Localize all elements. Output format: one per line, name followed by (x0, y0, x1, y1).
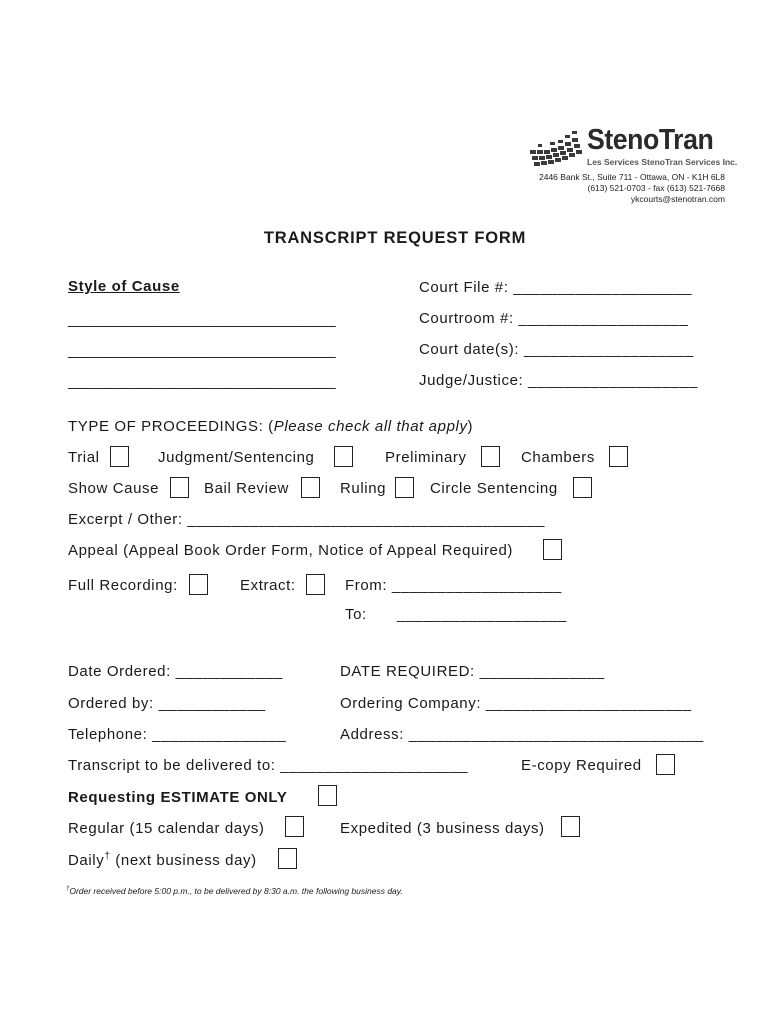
estimate-checkbox[interactable] (318, 785, 337, 806)
proceedings-heading-suffix: ) (467, 418, 474, 435)
regular-checkbox[interactable] (285, 816, 304, 837)
excerpt-other-field[interactable]: Excerpt / Other: ________________________________________ (68, 511, 546, 528)
delivered-to-field[interactable]: Transcript to be delivered to: _____________________ (68, 757, 469, 774)
daily-text: Daily (68, 852, 105, 869)
bail-review-label: Bail Review (204, 480, 289, 497)
to-label: To: (345, 606, 367, 623)
email-line: ykcourts@stenotran.com (630, 194, 725, 204)
circle-sentencing-label: Circle Sentencing (430, 480, 558, 497)
preliminary-checkbox[interactable] (481, 446, 500, 467)
appeal-label: Appeal (Appeal Book Order Form, Notice of Appeal Required) (68, 542, 514, 559)
style-of-cause-line-3[interactable]: _______________________________ (68, 373, 336, 390)
address-field[interactable]: Address: _________________________________ (340, 726, 704, 743)
extract-label: Extract: (240, 577, 296, 594)
proceedings-heading-prefix: TYPE OF PROCEEDINGS: ( (68, 418, 274, 435)
proceedings-heading (68, 418, 473, 435)
court-file-field[interactable]: Court File #: ____________________ (419, 279, 693, 296)
chambers-checkbox[interactable] (609, 446, 628, 467)
expedited-label: Expedited (3 business days) (340, 820, 545, 837)
trial-label: Trial (68, 449, 100, 466)
extract-checkbox[interactable] (306, 574, 325, 595)
judgment-sentencing-label: Judgment/Sentencing (158, 449, 315, 466)
form-title: TRANSCRIPT REQUEST FORM (263, 229, 527, 247)
footnote-dagger: † (66, 886, 70, 893)
footnote-text: Order received before 5:00 p.m., to be delivered by 8:30 a.m. the following business day. (69, 886, 403, 896)
judgment-sentencing-checkbox[interactable] (334, 446, 353, 467)
ordered-by-field[interactable]: Ordered by: ____________ (68, 695, 266, 712)
date-ordered-field[interactable]: Date Ordered: ____________ (68, 663, 283, 680)
chambers-label: Chambers (521, 449, 595, 466)
ordering-company-field[interactable]: Ordering Company: _______________________ (340, 695, 692, 712)
ruling-label: Ruling (340, 480, 387, 497)
estimate-heading: Requesting ESTIMATE ONLY (68, 789, 288, 806)
full-recording-label: Full Recording: (68, 577, 178, 594)
style-of-cause-label: Style of Cause (68, 278, 180, 295)
address-line-2: (613) 521-0703 - fax (613) 521-7668 (587, 183, 725, 193)
ruling-checkbox[interactable] (395, 477, 414, 498)
trial-checkbox[interactable] (110, 446, 129, 467)
logo-wordmark: StenoTran (587, 124, 714, 156)
appeal-checkbox[interactable] (543, 539, 562, 560)
preliminary-label: Preliminary (385, 449, 467, 466)
expedited-checkbox[interactable] (561, 816, 580, 837)
logo-subtitle: Les Services StenoTran Services Inc. (587, 157, 738, 167)
to-field[interactable]: ___________________ (397, 606, 567, 623)
stenotran-logo-icon (528, 128, 584, 168)
daily-label (68, 851, 257, 869)
daily-dagger: † (104, 851, 111, 862)
style-of-cause-line-1[interactable]: _______________________________ (68, 311, 336, 328)
show-cause-checkbox[interactable] (170, 477, 189, 498)
court-dates-field[interactable]: Court date(s): ___________________ (419, 341, 694, 358)
address-line-1: 2446 Bank St., Suite 711 - Ottawa, ON - K1H 6L8 (539, 172, 725, 182)
show-cause-label: Show Cause (68, 480, 160, 497)
daily-checkbox[interactable] (278, 848, 297, 869)
from-field[interactable]: From: ___________________ (345, 577, 562, 594)
regular-label: Regular (15 calendar days) (68, 820, 265, 837)
date-required-field[interactable]: DATE REQUIRED: ______________ (340, 663, 605, 680)
courtroom-field[interactable]: Courtroom #: ___________________ (419, 310, 689, 327)
telephone-field[interactable]: Telephone: _______________ (68, 726, 287, 743)
judge-justice-field[interactable]: Judge/Justice: ___________________ (419, 372, 698, 389)
full-recording-checkbox[interactable] (189, 574, 208, 595)
proceedings-heading-note: Please check all that apply (273, 418, 468, 435)
circle-sentencing-checkbox[interactable] (573, 477, 592, 498)
bail-review-checkbox[interactable] (301, 477, 320, 498)
ecopy-label: E-copy Required (521, 757, 642, 774)
footnote (66, 886, 403, 896)
ecopy-checkbox[interactable] (656, 754, 675, 775)
daily-suffix: (next business day) (110, 852, 257, 869)
style-of-cause-line-2[interactable]: _______________________________ (68, 342, 336, 359)
